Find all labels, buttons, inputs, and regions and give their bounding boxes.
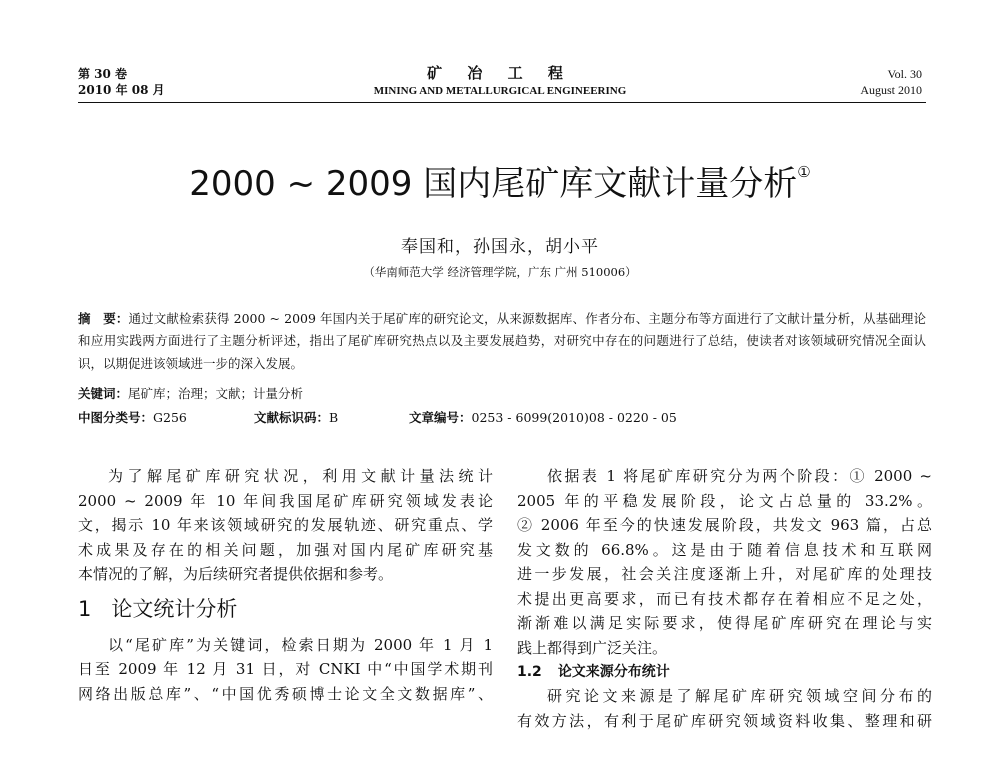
- header-volume-cn: 第 30 卷: [78, 67, 128, 81]
- stage-line: 践上都得到广泛关注。: [517, 638, 668, 657]
- source-line: 研究论文来源是了解尾矿库研究领域空间分布的: [547, 687, 932, 705]
- paper-title: [0, 150, 1000, 206]
- paper-title-text: 2000 ~ 2009 国内尾矿库文献计量分析: [189, 164, 798, 204]
- article-label: 文章编号：: [409, 410, 472, 425]
- header-journal: [0, 64, 1000, 99]
- clc-value: G256: [153, 410, 187, 425]
- section-heading: [78, 595, 493, 623]
- header-date-en: August 2010: [860, 83, 922, 97]
- stage-line: 进一步发展，社会关注度逐渐上升，对尾矿库的处理技: [517, 565, 932, 583]
- intro-line: 2000 ~ 2009 年 10 年间我国尾矿库研究领域发表论: [78, 491, 493, 510]
- subsection-title: 论文来源分布统计: [557, 664, 670, 680]
- abstract-label: 摘 要：: [78, 311, 129, 326]
- intro-line: 为了解尾矿库研究状况，利用文献计量法统计: [108, 467, 493, 485]
- section-title: 论文统计分析: [111, 596, 238, 621]
- intro-line: 文，揭示 10 年来该领域研究的发展轨迹、研究重点、学: [78, 516, 493, 534]
- source-line: 有效方法，有利于尾矿库研究领域资料收集、整理和研: [517, 711, 932, 730]
- header-date-cn: 2010 年 08 月: [78, 83, 165, 97]
- abstract: [78, 308, 926, 375]
- keywords-label: 关键词：: [78, 386, 129, 401]
- stage-line: 2005 年的平稳发展阶段，论文占总量的 33.2%。: [517, 491, 932, 510]
- doc-label: 文献标识码：: [254, 410, 330, 425]
- abstract-text: 通过文献检索获得 2000 ~ 2009 年国内关于尾矿库的研究论文，从来源数据库、作者分布、主题分布等方面进行了文献计量分析，从基础理论和应用实践两方面进行了主题分析评述，指出了尾矿库研究热点以及主要发展趋势，对研究中存在的问题进行了总结，使读者对该领域研究情况全面认识，以期促进该领域进一步的深入发展。: [78, 311, 926, 371]
- stage-line: 发文数的 66.8%。这是由于随着信息技术和互联网: [517, 540, 932, 559]
- doc-code: [254, 408, 338, 428]
- header-volume-en: Vol. 30: [887, 67, 922, 81]
- left-column: [78, 464, 493, 706]
- journal-title-en: MINING AND METALLURGICAL ENGINEERING: [373, 85, 627, 97]
- doc-value: B: [329, 410, 339, 425]
- subsection-heading: [517, 661, 932, 683]
- keywords: [78, 384, 926, 404]
- section-number: 1: [78, 596, 92, 621]
- paper-authors: 奉国和，孙国永，胡小平: [401, 237, 599, 257]
- article-number: [409, 408, 677, 428]
- subsection-number: 1.2: [517, 664, 542, 680]
- stage-line: ② 2006 年至今的快速发展阶段，共发文 963 篇，占总: [517, 516, 932, 534]
- clc-label: 中图分类号：: [78, 410, 154, 425]
- paper-affiliation: （华南师范大学 经济管理学院，广东 广州 510006）: [363, 265, 637, 279]
- title-footnote-mark: ①: [797, 163, 811, 181]
- stage-line: 渐渐难以满足实际要求，使得尾矿库研究在理论与实: [517, 614, 932, 632]
- header-rule: [78, 102, 926, 103]
- journal-title-cn: 矿 冶 工 程: [427, 64, 573, 82]
- keywords-text: 尾矿库；治理；文献；计量分析: [128, 386, 304, 401]
- stage-line: 依据表 1 将尾矿库研究分为两个阶段：① 2000 ~: [547, 467, 932, 485]
- article-value: 0253 - 6099(2010)08 - 0220 - 05: [471, 410, 677, 425]
- header-volume-date-en: [860, 66, 922, 98]
- para2-line: 以“尾矿库”为关键词，检索日期为 2000 年 1 月 1: [108, 635, 493, 654]
- stage-line: 术提出更高要求，而已有技术都存在着相应不足之处，: [517, 589, 932, 608]
- para2-line: 日至 2009 年 12 月 31 日，对 CNKI 中“中国学术期刊: [78, 660, 493, 678]
- clc-code: [78, 408, 187, 428]
- right-column: [517, 464, 932, 733]
- para2-line: 网络出版总库”、“中国优秀硕博士论文全文数据库”、: [78, 684, 493, 703]
- intro-line: 本情况的了解，为后续研究者提供依据和参考。: [78, 565, 394, 583]
- intro-line: 术成果及存在的相关问题，加强对国内尾矿库研究基: [78, 540, 493, 559]
